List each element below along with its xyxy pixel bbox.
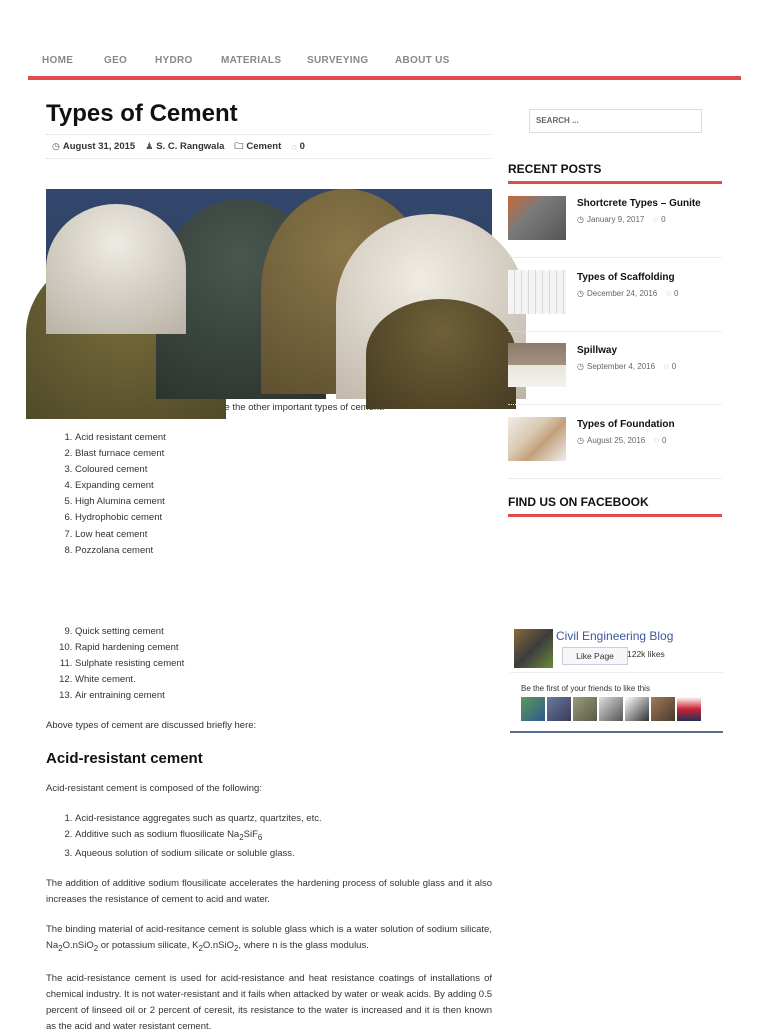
article-category[interactable]: Cement: [246, 141, 282, 152]
post-title[interactable]: Spillway: [577, 345, 618, 356]
list-item: 3. Coloured cement: [75, 462, 492, 478]
clock-icon: ◷: [577, 289, 584, 298]
nav-hydro[interactable]: HYDRO: [155, 55, 193, 66]
comment-icon: ◌: [666, 289, 672, 298]
list-item: 6. Hydrophobic cement: [75, 510, 492, 526]
page-logo[interactable]: [514, 629, 553, 668]
article-author[interactable]: S. C. Rangwala: [156, 141, 225, 152]
avatar[interactable]: [521, 697, 545, 721]
clock-icon: ◷: [577, 436, 584, 445]
clock-icon: ◷: [52, 141, 60, 151]
list-item: 7. Low heat cement: [75, 527, 492, 543]
components-list: [75, 811, 492, 862]
list-item: 13. Air entraining cement: [75, 688, 492, 704]
nav-about-us[interactable]: ABOUT US: [395, 55, 450, 66]
nav-surveying[interactable]: SURVEYING: [307, 55, 369, 66]
paragraph: The binding material of acid-resitance cement is soluble glass which is a water solution of sodium silicate, $Na_2O.nSiO_2$ or potassium silicate, $K_2O.nSiO_2$, where n is the glass modulus.: [46, 924, 492, 954]
paragraph: The acid-resistance cement is used for acid-resistance and heat resistance coatings of installations of chemical industry. It is not water-resistant and it fails when attacked by water or weak acids. By adding 0.5 percent of linseed oil or 2 percent of ceresit, its resistance to the water is increased and it is then known as the acid and water resistant cement.: [46, 973, 492, 1033]
nav-home[interactable]: HOME: [42, 55, 74, 66]
list-item: 1. Acid resistant cement: [75, 430, 492, 446]
fb-page-name[interactable]: Civil Engineering Blog: [556, 629, 674, 643]
composed-paragraph: Acid-resistant cement is composed of the following:: [46, 783, 262, 795]
list-item: 3. Aqueous solution of sodium silicate or soluble glass.: [75, 846, 492, 862]
recent-post[interactable]: [508, 270, 722, 332]
nav-materials[interactable]: MATERIALS: [221, 55, 282, 66]
post-date: August 25, 2016: [586, 436, 646, 445]
recent-post[interactable]: [508, 417, 722, 479]
article-date: August 31, 2015: [62, 141, 136, 152]
list-item: 4. Expanding cement: [75, 478, 492, 494]
intro-paragraph: the other important types of: [232, 402, 349, 413]
cement-types-list-continued: [75, 624, 492, 704]
comment-icon: ◌: [291, 141, 297, 152]
nav-geo[interactable]: GEO: [104, 55, 128, 66]
recent-post[interactable]: [508, 196, 722, 258]
discussed-paragraph: Above types of cement are discussed briefly here:: [46, 720, 257, 732]
avatar[interactable]: [547, 697, 571, 721]
list-item: 11. Sulphate resisting cement: [75, 656, 492, 672]
list-item: 8. Pozzolana cement: [75, 543, 492, 559]
list-item: 9. Quick setting cement: [75, 624, 492, 640]
avatar[interactable]: [599, 697, 623, 721]
list-item: 5. High Alumina cement: [75, 494, 492, 510]
paragraph: The addition of additive sodium flousilicate accelerates the hardening process of soluble glass and it also increases the resistance of cement to acid and water.: [46, 878, 492, 906]
avatar[interactable]: [625, 697, 649, 721]
post-thumbnail[interactable]: [508, 417, 566, 461]
list-item: 2. Additive such as sodium fluosilicate $Na_2SiF_6$: [75, 827, 492, 846]
like-page-button[interactable]: Like Page: [562, 647, 628, 665]
section-heading: Acid-resistant cement: [46, 750, 203, 768]
article: [46, 98, 492, 1035]
facebook-page-plugin: [510, 617, 723, 733]
article-title: Types of Cement: [46, 100, 238, 127]
post-title[interactable]: Shortcrete Types – Gunite: [577, 198, 701, 209]
folder-icon: 🗀: [234, 140, 244, 151]
post-date: December 24, 2016: [586, 289, 658, 298]
post-date: September 4, 2016: [586, 362, 656, 371]
post-date: January 9, 2017: [586, 215, 645, 224]
post-comments[interactable]: 0: [662, 436, 667, 445]
post-title[interactable]: Types of Foundation: [577, 419, 675, 430]
post-comments[interactable]: 0: [674, 289, 679, 298]
comment-icon: ◌: [654, 436, 660, 445]
post-title[interactable]: Types of Scaffolding: [577, 272, 675, 283]
recent-posts-title: RECENT POSTS: [508, 162, 722, 184]
article-comments[interactable]: 0: [299, 141, 305, 152]
clock-icon: ◷: [577, 215, 584, 224]
user-icon: ♟: [145, 141, 154, 151]
list-item: 2. Blast furnace cement: [75, 446, 492, 462]
cement-types-list: [75, 430, 492, 559]
search-input[interactable]: SEARCH ...: [529, 109, 702, 133]
comment-icon: ◌: [664, 362, 669, 371]
post-thumbnail[interactable]: [508, 343, 566, 387]
recent-post[interactable]: [508, 343, 722, 405]
post-comments[interactable]: 0: [671, 362, 677, 371]
cement-piles-image: [46, 189, 492, 384]
post-thumbnail[interactable]: [508, 196, 566, 240]
clock-icon: ◷: [577, 362, 584, 371]
main-nav: [28, 50, 741, 80]
list-item: 10. Rapid hardening cement: [75, 640, 492, 656]
fb-like-count: 122k likes: [627, 649, 665, 659]
avatar[interactable]: [677, 697, 701, 721]
avatar[interactable]: [651, 697, 675, 721]
avatar[interactable]: [573, 697, 597, 721]
list-item: 12. White cement.: [75, 672, 492, 688]
facebook-widget-title: FIND US ON FACEBOOK: [508, 495, 722, 517]
post-thumbnail[interactable]: [508, 270, 566, 314]
article-meta: [46, 134, 492, 159]
friend-avatars: [521, 697, 701, 721]
post-comments[interactable]: 0: [661, 215, 666, 224]
comment-icon: ◌: [653, 215, 659, 224]
list-item: 1. Acid-resistance aggregates such as quartz, quartzites, etc.: [75, 811, 492, 827]
fb-friends-text: Be the first of your friends to like this: [521, 684, 650, 693]
